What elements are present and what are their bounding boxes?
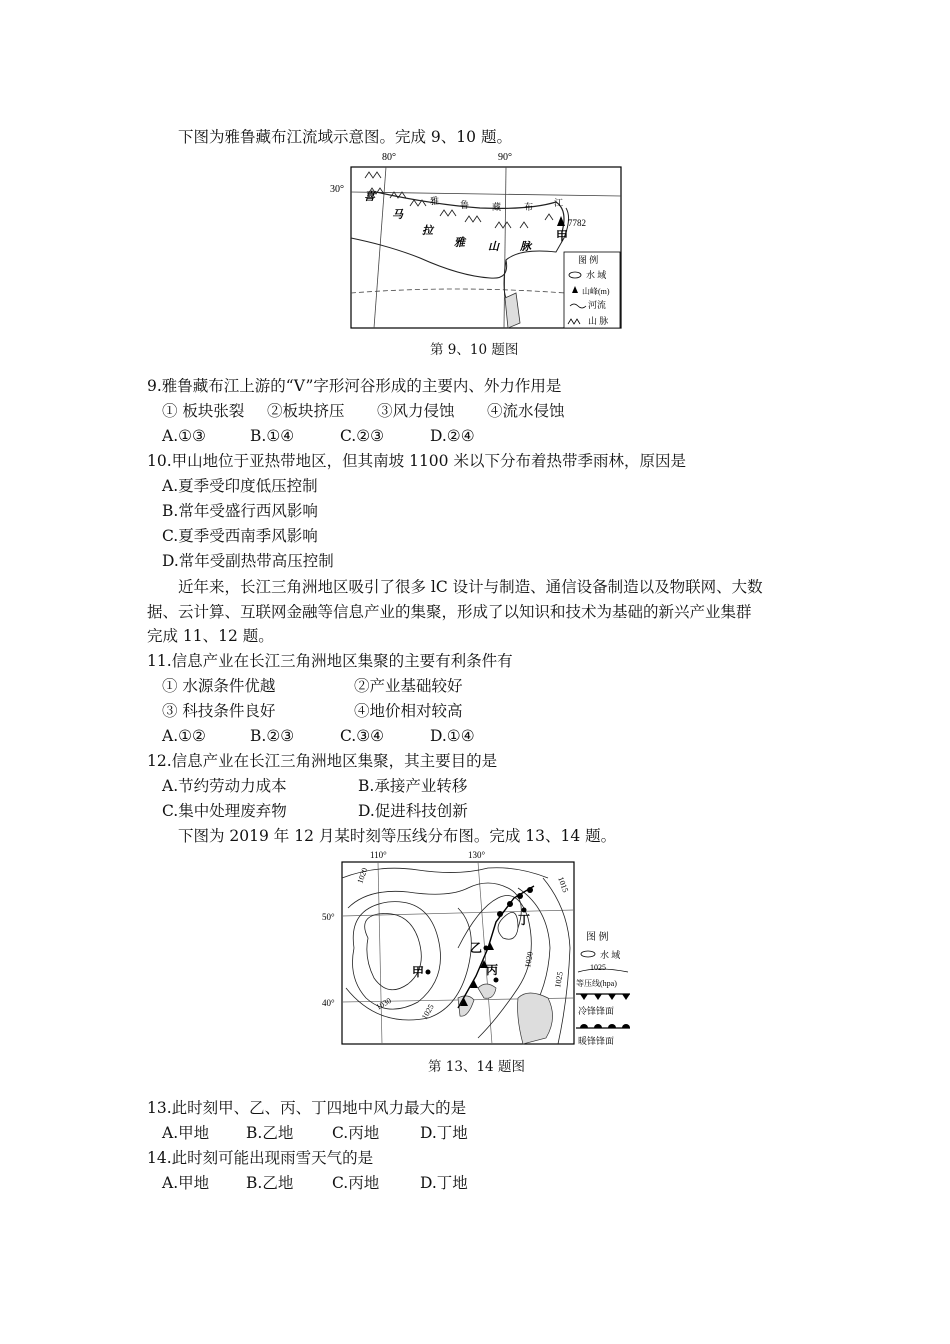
place-label: 甲 (412, 965, 425, 979)
question-13-stem: 13.此时刻甲、乙、丙、丁四地中风力最大的是 (147, 1099, 467, 1117)
choice: A.①② (162, 727, 206, 745)
statement: ④地价相对较高 (354, 702, 463, 720)
legend-item: 河流 (588, 300, 607, 310)
choice: C.③④ (340, 727, 385, 745)
place-label: 乙 (470, 941, 483, 955)
choice: B.承接产业转移 (358, 777, 468, 795)
statement: ③风力侵蚀 (377, 402, 455, 420)
choice: D.丁地 (420, 1124, 468, 1142)
choice: B.乙地 (246, 1124, 294, 1142)
choice: C.丙地 (332, 1124, 380, 1142)
question-11-stem: 11.信息产业在长江三角洲地区集聚的主要有利条件有 (147, 652, 513, 670)
passage-line: 完成 11、12 题。 (147, 627, 274, 645)
question-13-choices (162, 1123, 468, 1143)
lat-label: 50° (322, 912, 335, 922)
question-9-items (162, 401, 565, 421)
legend-item: 1025 (590, 963, 606, 972)
question-14-stem: 14.此时刻可能出现雨雪天气的是 (147, 1149, 374, 1167)
legend-item: 水 域 (586, 270, 607, 280)
mountain-char: 脉 (520, 241, 531, 253)
yarlung-tsangpo-map (330, 148, 630, 333)
isobar-label: 1030 (374, 995, 393, 1012)
statement: ②产业基础较好 (354, 677, 463, 695)
isobar-label: 1015 (556, 875, 571, 894)
isobar-map (318, 848, 634, 1048)
question-11-choices (162, 726, 475, 746)
choice: A.甲地 (162, 1124, 210, 1142)
lon-label: 90° (498, 152, 512, 163)
question-12-choices (162, 776, 467, 796)
choice: A.夏季受印度低压控制 (162, 477, 318, 495)
legend-item: 等压线(hpa) (576, 979, 617, 988)
question-12-stem: 12.信息产业在长江三角洲地区集聚，其主要目的是 (147, 752, 498, 770)
lon-label: 80° (382, 152, 396, 163)
legend-item: 水 域 (600, 950, 621, 960)
choice: B.①④ (250, 427, 295, 445)
mountain-char: 拉 (422, 225, 433, 237)
intro-text-13-14: 下图为 2019 年 12 月某时刻等压线分布图。完成 13、14 题。 (178, 827, 617, 845)
legend-item: 冷锋锋面 (578, 1006, 615, 1016)
legend-item: 暖锋锋面 (578, 1036, 615, 1046)
choice: C.夏季受西南季风影响 (162, 527, 318, 545)
choice: D.②④ (430, 427, 475, 445)
choice: D.促进科技创新 (358, 802, 468, 820)
question-10-stem: 10.甲山地位于亚热带地区，但其南坡 1100 米以下分布着热带季雨林，原因是 (147, 452, 686, 470)
intro-text-9-10: 下图为雅鲁藏布江流域示意图。完成 9、10 题。 (178, 128, 512, 146)
lat-label: 40° (322, 998, 335, 1008)
statement: ②板块挤压 (267, 402, 345, 420)
question-14-choices (162, 1173, 468, 1193)
lat-label: 30° (330, 184, 344, 195)
lon-label: 110° (370, 850, 387, 860)
place-label: 丙 (486, 963, 499, 977)
lon-label: 130° (468, 850, 486, 860)
peak-height: 7782 (568, 218, 586, 228)
question-9-stem: 9.雅鲁藏布江上游的“V”字形河谷形成的主要内、外力作用是 (147, 377, 562, 395)
passage-line: 据、云计算、互联网金融等信息产业的集聚，形成了以知识和技术为基础的新兴产业集群 (147, 603, 752, 621)
legend-title: 图 例 (578, 255, 599, 265)
river-char: 鲁 (460, 200, 470, 210)
figure-caption: 第 9、10 题图 (430, 342, 519, 358)
figure-caption: 第 13、14 题图 (428, 1059, 525, 1075)
choice: C.集中处理废弃物 (162, 802, 287, 820)
legend-item: 山 脉 (588, 316, 609, 326)
choice: A.甲地 (162, 1174, 210, 1192)
legend-item: 山峰(m) (582, 287, 610, 296)
choice: D.常年受副热带高压控制 (162, 552, 334, 570)
choice: A.①③ (162, 427, 206, 445)
isobar-label: 1025 (553, 971, 565, 989)
legend-title: 图 例 (586, 932, 609, 943)
river-char: 雅 (430, 196, 440, 206)
place-label: 丁 (518, 913, 531, 927)
choice: B.乙地 (246, 1174, 294, 1192)
statement: ① 板块张裂 (162, 402, 245, 420)
choice: D.丁地 (420, 1174, 468, 1192)
river-char: 藏 (492, 202, 502, 212)
isobar-label: 1020 (355, 866, 370, 885)
choice: C.②③ (340, 427, 385, 445)
mountain-char: 喜 (364, 191, 375, 203)
choice: C.丙地 (332, 1174, 380, 1192)
mountain-char: 山 (488, 241, 499, 253)
question-9-choices (162, 426, 475, 446)
river-char: 江 (554, 198, 564, 208)
statement: ③ 科技条件良好 (162, 702, 276, 720)
choice: B.②③ (250, 727, 295, 745)
river-char: 布 (524, 202, 534, 212)
peak-label: 甲 (556, 229, 569, 243)
choice: D.①④ (430, 727, 475, 745)
mountain-char: 雅 (454, 237, 465, 249)
question-11-items (162, 701, 463, 721)
isobar-label: 1020 (523, 951, 535, 969)
statement: ① 水源条件优越 (162, 677, 276, 695)
choice: A.节约劳动力成本 (162, 777, 287, 795)
passage-line: 近年来，长江三角洲地区吸引了很多 lC 设计与制造、通信设备制造以及物联网、大数 (178, 578, 763, 596)
isobar-label: 1025 (419, 1002, 436, 1021)
question-12-choices (162, 801, 468, 821)
statement: ④流水侵蚀 (487, 402, 565, 420)
mountain-char: 马 (392, 209, 403, 221)
question-11-items (162, 676, 463, 696)
choice: B.常年受盛行西风影响 (162, 502, 318, 520)
